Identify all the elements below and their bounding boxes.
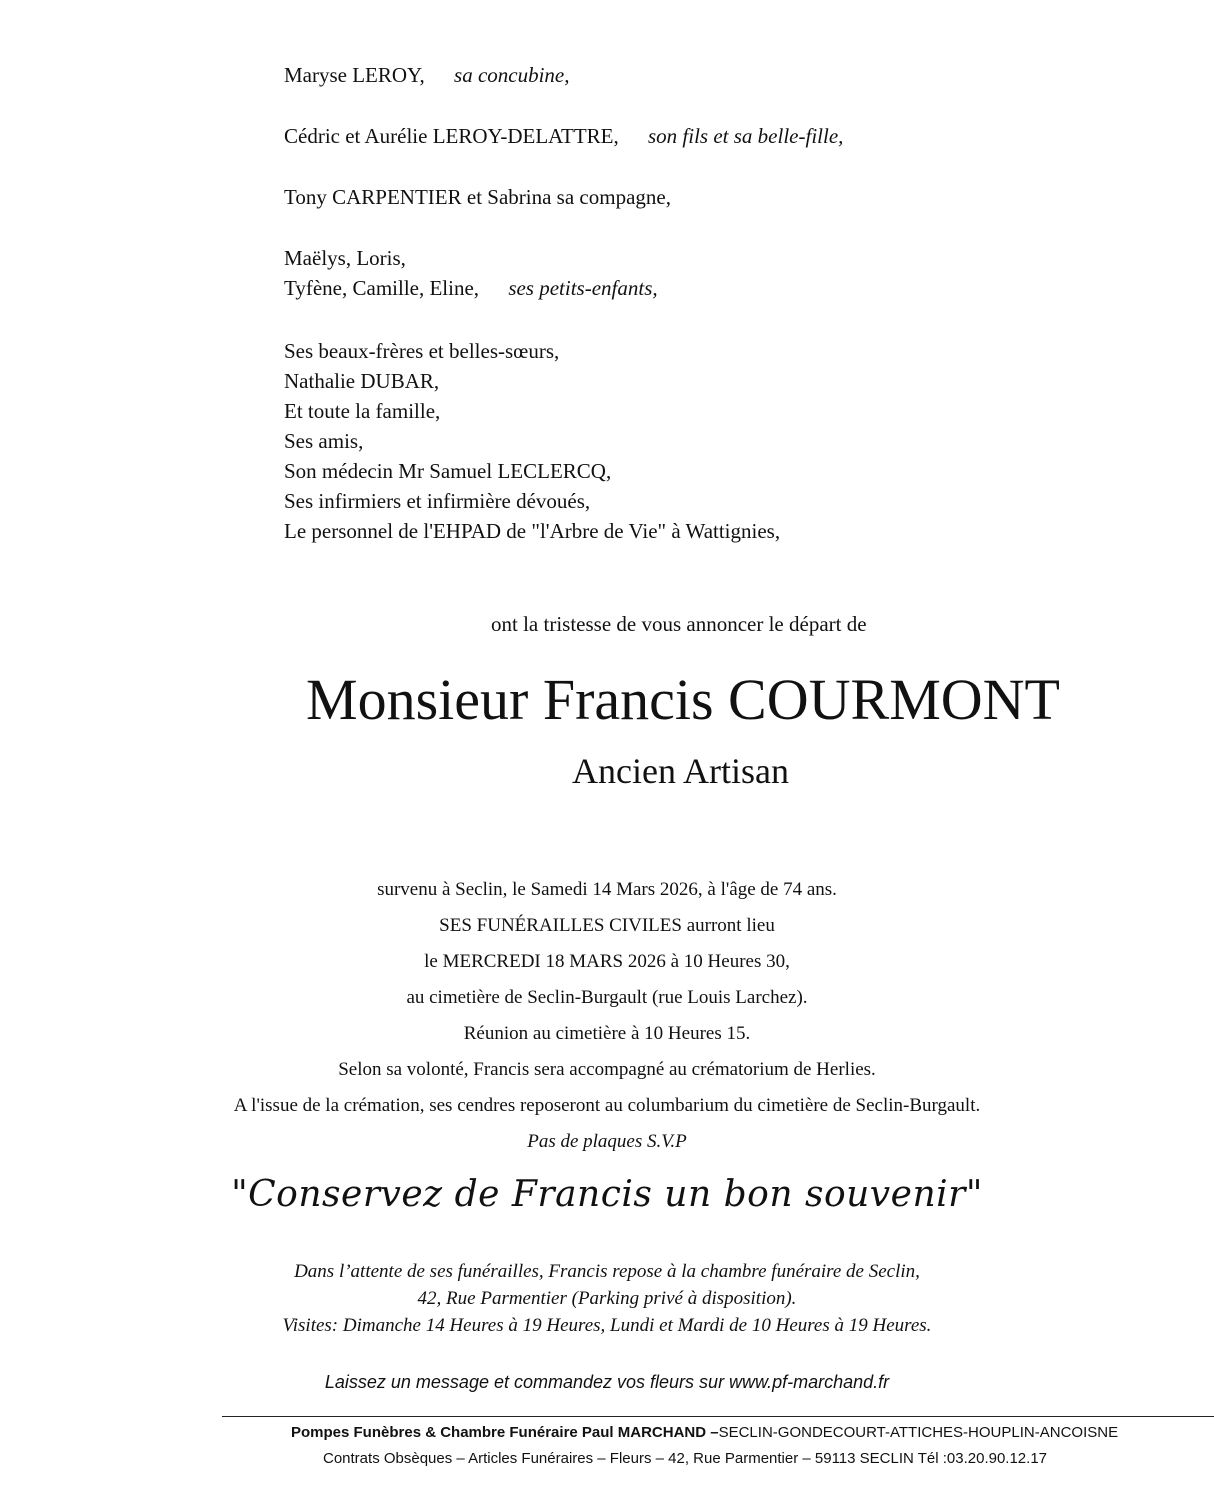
family-name: Cédric et Aurélie LEROY-DELATTRE, (284, 124, 619, 148)
family-relation: sa concubine, (454, 63, 570, 87)
announcement-intro: ont la tristesse de vous annoncer le départ de (491, 612, 867, 636)
family-line-grandchildren-1 (284, 243, 406, 273)
family-name: Tyfène, Camille, Eline, (284, 276, 480, 300)
deceased-title: Ancien Artisan (572, 751, 789, 791)
family-name: Maëlys, Loris, (284, 246, 406, 270)
family-line-concubine (284, 60, 570, 90)
footer-line-1 (291, 1424, 1118, 1441)
detail-line: Réunion au cimetière à 10 Heures 15. (463, 1023, 751, 1044)
family-line-son (284, 121, 843, 151)
funeral-home-info (0, 1258, 1214, 1339)
others-line: Le personnel de l'EHPAD de "l'Arbre de Vie" à Wattignies, (284, 519, 781, 543)
others-line: Ses amis, (284, 429, 364, 453)
family-line-grandchildren-2 (284, 273, 658, 303)
detail-line: survenu à Seclin, le Samedi 14 Mars 2026, à l'âge de 74 ans. (377, 879, 837, 900)
others-line: Nathalie DUBAR, (284, 369, 440, 393)
no-plaques-note: Pas de plaques S.V.P (527, 1131, 687, 1152)
wait-line: Dans l’attente de ses funérailles, Francis repose à la chambre funéraire de Seclin, (294, 1261, 920, 1282)
online-message: Laissez un message et commandez vos fleurs sur www.pf-marchand.fr (324, 1372, 890, 1392)
footer-company: Pompes Funèbres & Chambre Funéraire Paul MARCHAND – (291, 1424, 719, 1441)
detail-line: le MERCREDI 18 MARS 2026 à 10 Heures 30, (424, 951, 790, 972)
funeral-details (0, 872, 1214, 1160)
wait-line: 42, Rue Parmentier (Parking privé à disposition). (417, 1288, 797, 1309)
detail-line: A l'issue de la crémation, ses cendres reposeront au columbarium du cimetière de Seclin-Burgault. (233, 1095, 981, 1116)
family-name: Tony CARPENTIER et Sabrina sa compagne, (284, 185, 671, 209)
footer-line-2: Contrats Obsèques – Articles Funéraires – Fleurs – 42, Rue Parmentier – 59113 SECLIN Tél :03.20.90.12.17 (323, 1450, 1048, 1467)
others-line: Ses infirmiers et infirmière dévoués, (284, 489, 591, 513)
others-list (284, 336, 780, 546)
others-line: Son médecin Mr Samuel LECLERCQ, (284, 459, 612, 483)
deceased-name: Monsieur Francis COURMONT (306, 667, 1060, 732)
wait-line: Visites: Dimanche 14 Heures à 19 Heures, Lundi et Mardi de 10 Heures à 19 Heures. (282, 1315, 932, 1336)
detail-line: SES FUNÉRAILLES CIVILES aurront lieu (439, 915, 775, 936)
detail-line: Selon sa volonté, Francis sera accompagné au crématorium de Herlies. (338, 1059, 876, 1080)
footer-divider (222, 1416, 1214, 1417)
detail-line: au cimetière de Seclin-Burgault (rue Louis Larchez). (406, 987, 808, 1008)
memorial-quote: "Conservez de Francis un bon souvenir" (231, 1174, 983, 1215)
family-relation: son fils et sa belle-fille, (648, 124, 844, 148)
family-relation: ses petits-enfants, (508, 276, 658, 300)
family-line-tony (284, 182, 671, 212)
family-name: Maryse LEROY, (284, 63, 425, 87)
others-line: Et toute la famille, (284, 399, 441, 423)
others-line: Ses beaux-frères et belles-sœurs, (284, 339, 560, 363)
footer-locations: SECLIN-GONDECOURT-ATTICHES-HOUPLIN-ANCOISNE (718, 1424, 1119, 1441)
